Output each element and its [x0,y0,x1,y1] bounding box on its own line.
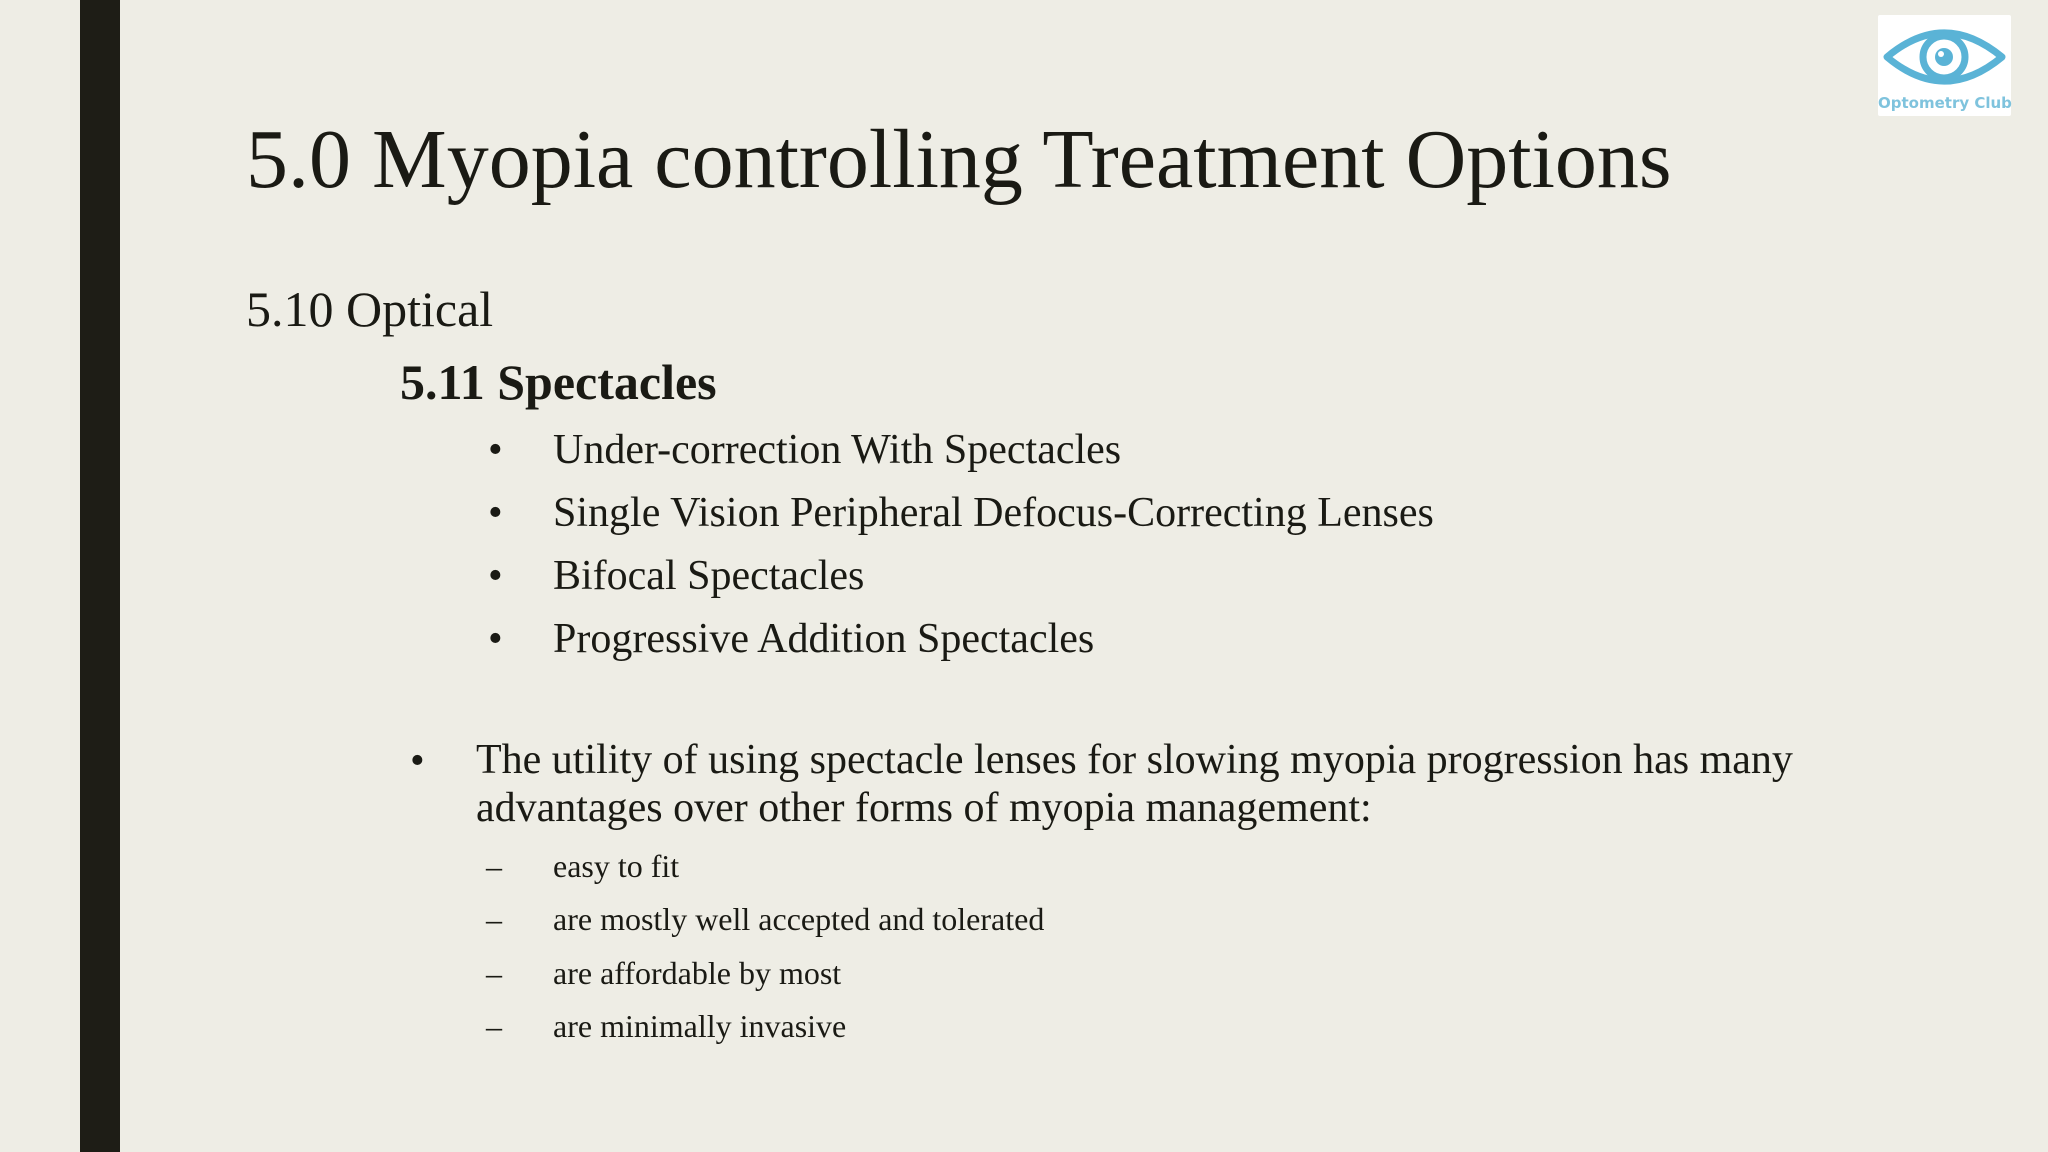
spectacle-option: Single Vision Peripheral Defocus-Correcting Lenses [553,490,1434,536]
logo-text: Optometry Club [1878,94,2012,112]
dash-icon: – [486,955,502,991]
bullet-icon: • [488,427,503,473]
subsection-heading: 5.11 Spectacles [400,354,717,410]
bullet-icon: • [488,553,503,599]
spectacle-option: Bifocal Spectacles [553,553,865,599]
advantage-item: are mostly well accepted and tolerated [553,901,1045,937]
advantage-item: easy to fit [553,848,680,884]
optometry-club-logo [1878,15,2011,116]
bullet-icon: • [488,616,503,662]
dash-icon: – [486,901,502,937]
dash-icon: – [486,1008,502,1044]
advantage-item: are affordable by most [553,955,842,991]
spectacle-option: Under-correction With Spectacles [553,427,1122,473]
spectacle-option: Progressive Addition Spectacles [553,616,1095,662]
bullet-icon: • [410,738,425,784]
eye-icon [1878,15,2011,105]
bullet-icon: • [488,490,503,536]
section-heading: 5.10 Optical [246,281,494,337]
slide-title: 5.0 Myopia controlling Treatment Options [246,113,1672,206]
utility-paragraph: The utility of using spectacle lenses for slowing myopia progression has many advantages over other forms of myopia management: [476,737,1793,831]
advantage-item: are minimally invasive [553,1008,847,1044]
dash-icon: – [486,848,502,884]
left-accent-bar [80,0,120,1152]
